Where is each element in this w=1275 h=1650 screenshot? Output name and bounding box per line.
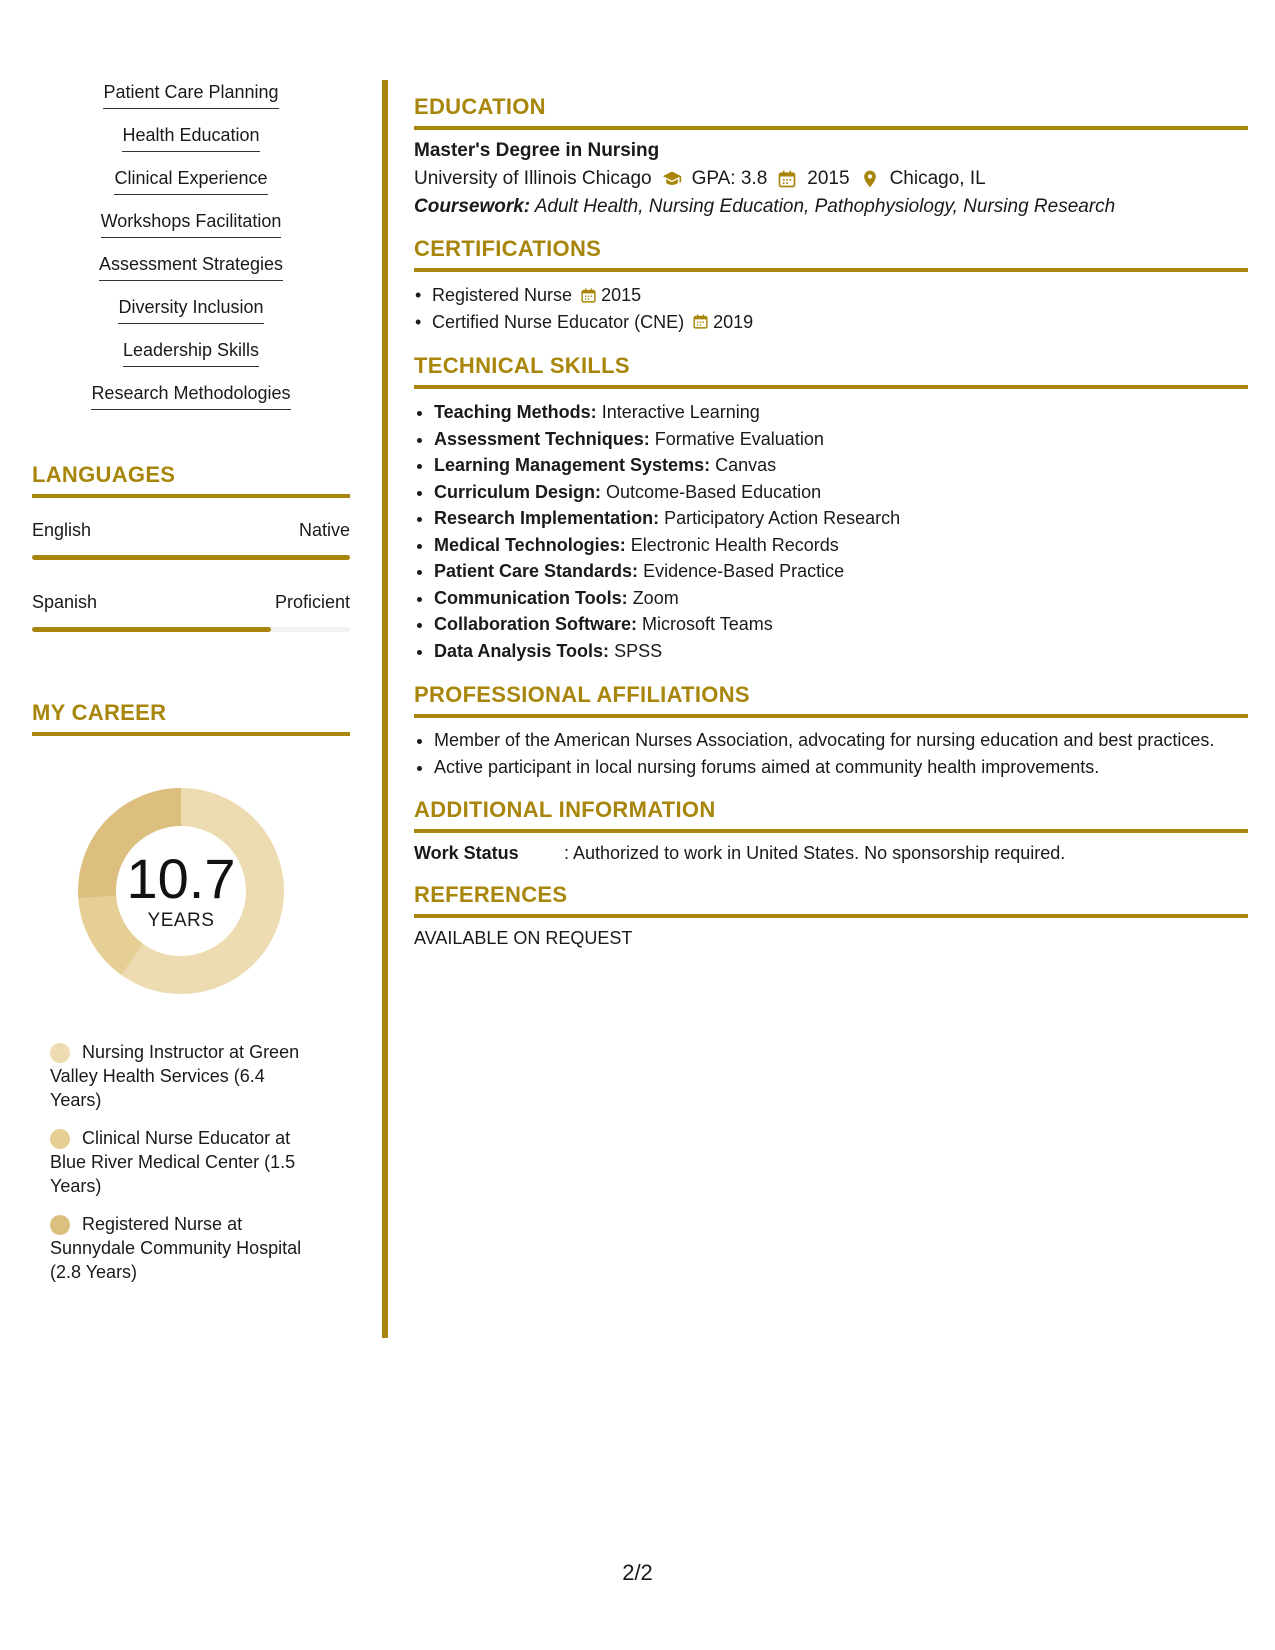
tech-skill-key: Learning Management Systems:: [434, 455, 711, 475]
gpa: GPA: 3.8: [691, 168, 768, 189]
tech-skill-key: Assessment Techniques:: [434, 428, 650, 449]
tech-skill-key: Collaboration Software:: [434, 614, 638, 634]
tech-skill-value: Evidence-Based Practice: [643, 561, 845, 581]
section-rule: [414, 268, 1248, 272]
career-legend-item: [50, 1040, 320, 1112]
tech-skill-key: Research Implementation:: [434, 508, 660, 528]
career-legend-label: Nursing Instructor at Green Valley Health Services (6.4 Years): [50, 1042, 300, 1110]
career-legend-label: Registered Nurse at Sunnydale Community Hospital (2.8 Years): [50, 1214, 302, 1282]
tech-skill-item: [434, 558, 1248, 585]
skill-tag: Patient Care Planning: [103, 80, 278, 109]
affiliation-item: • Member of the American Nurses Association, advocating for nursing education and best practices.: [434, 728, 1248, 752]
section-rule: [32, 494, 350, 498]
work-status-key: Work Status: [414, 843, 519, 863]
references-text: AVAILABLE ON REQUEST: [414, 928, 633, 948]
tech-skill-item: [434, 585, 1248, 612]
school-name: University of Illinois Chicago: [414, 168, 652, 189]
tech-skill-value: Microsoft Teams: [642, 614, 773, 634]
references-section: [414, 882, 1248, 949]
career-unit: YEARS: [147, 910, 215, 931]
tech-skill-value: Zoom: [632, 587, 679, 608]
language-item: [32, 520, 350, 560]
skill-tag: Leadership Skills: [123, 338, 259, 367]
tech-skill-item: [434, 532, 1248, 559]
tech-skill-key: Communication Tools:: [434, 587, 628, 608]
coursework-label: Coursework:: [414, 196, 531, 217]
language-level: Proficient: [274, 592, 350, 612]
section-rule: [414, 829, 1248, 833]
certification-name: • Registered Nurse: [432, 285, 573, 305]
page-number: 2/2: [622, 1560, 653, 1585]
language-bar-fill: [32, 555, 350, 560]
certification-item: [432, 309, 1248, 336]
affiliations-section: [414, 682, 1248, 779]
tech-skill-value: Outcome-Based Education: [606, 481, 822, 502]
coursework-list: Adult Health, Nursing Education, Pathophysiology, Nursing Research: [534, 196, 1116, 217]
tech-skill-item: [434, 399, 1248, 426]
career-donut-chart: [66, 776, 296, 1006]
section-rule: [414, 385, 1248, 389]
tech-skill-key: Medical Technologies:: [434, 534, 626, 555]
certification-year: 2015: [601, 285, 642, 305]
education-details: [414, 168, 1248, 190]
work-status-row: [414, 843, 1248, 864]
skill-tag: Diversity Inclusion: [118, 295, 263, 324]
tech-skill-value: SPSS: [614, 640, 663, 661]
career-title: MY CAREER: [32, 700, 167, 725]
tech-skill-item: [434, 611, 1248, 638]
career-legend-item: [50, 1212, 320, 1284]
language-name: English: [32, 520, 92, 540]
language-bar-fill: [32, 627, 271, 632]
section-rule: [414, 914, 1248, 918]
graduation-cap-icon: [662, 169, 682, 189]
skill-tag: Clinical Experience: [114, 166, 267, 195]
legend-dot: [50, 1043, 70, 1063]
career-legend-item: [50, 1126, 320, 1198]
languages-section: [32, 462, 350, 632]
certification-year: 2019: [713, 311, 754, 332]
location-pin-icon: [860, 169, 880, 189]
calendar-icon: [777, 169, 797, 189]
language-name: Spanish: [32, 592, 98, 612]
certification-name: • Certified Nurse Educator (CNE): [432, 311, 685, 332]
language-level: Native: [298, 520, 350, 540]
references-title: REFERENCES: [414, 882, 568, 907]
section-rule: [414, 126, 1248, 130]
right-column: [414, 94, 1248, 967]
legend-dot: [50, 1129, 70, 1149]
tech-skill-key: Teaching Methods:: [434, 402, 597, 422]
technical-skills-section: [414, 353, 1248, 664]
career-section: [32, 700, 350, 1284]
tech-skill-value: Formative Evaluation: [654, 428, 824, 449]
tech-skill-value: Electronic Health Records: [630, 534, 839, 555]
tech-skill-value: Canvas: [715, 455, 777, 475]
legend-dot: [50, 1215, 70, 1235]
skill-tag: Assessment Strategies: [99, 252, 283, 281]
tech-skill-item: [434, 479, 1248, 506]
tech-skill-key: Data Analysis Tools:: [434, 640, 610, 661]
school-location: Chicago, IL: [889, 168, 986, 189]
tech-skill-item: [434, 505, 1248, 532]
certification-item: [432, 282, 1248, 309]
technical-skills-title: TECHNICAL SKILLS: [414, 353, 630, 378]
affiliation-item: • Active participant in local nursing forums aimed at community health improvements.: [434, 755, 1248, 779]
tech-skill-key: Curriculum Design:: [434, 481, 602, 502]
coursework: [414, 196, 1248, 218]
career-legend: [50, 1040, 320, 1284]
tech-skill-item: [434, 452, 1248, 479]
skill-tag: Health Education: [122, 123, 259, 152]
language-bar: [32, 555, 350, 560]
tech-skill-value: Participatory Action Research: [664, 508, 901, 528]
column-divider: [382, 80, 388, 1338]
skill-tag: Workshops Facilitation: [101, 209, 282, 238]
languages-title: LANGUAGES: [32, 462, 176, 487]
graduation-year: 2015: [807, 168, 850, 189]
left-column: [32, 80, 350, 1298]
calendar-icon: [692, 313, 709, 330]
language-bar: [32, 627, 350, 632]
work-status-value: : Authorized to work in United States. No sponsorship required.: [564, 843, 1066, 863]
tech-skill-value: Interactive Learning: [601, 402, 760, 422]
career-total: 10.7: [126, 847, 236, 910]
tech-skill-key: Patient Care Standards:: [434, 561, 639, 581]
language-item: [32, 592, 350, 632]
tech-skill-item: [434, 638, 1248, 665]
section-rule: [32, 732, 350, 736]
additional-info-section: [414, 797, 1248, 864]
certifications-section: [414, 236, 1248, 335]
tech-skill-item: [434, 426, 1248, 453]
skill-tag: Research Methodologies: [91, 381, 290, 410]
career-legend-label: Clinical Nurse Educator at Blue River Medical Center (1.5 Years): [50, 1128, 296, 1196]
affiliations-title: PROFESSIONAL AFFILIATIONS: [414, 682, 750, 707]
calendar-icon: [580, 287, 597, 304]
degree: Master's Degree in Nursing: [414, 140, 660, 161]
certifications-title: CERTIFICATIONS: [414, 236, 602, 261]
education-section: [414, 94, 1248, 218]
education-title: EDUCATION: [414, 94, 546, 119]
section-rule: [414, 714, 1248, 718]
skills-list: [32, 80, 350, 410]
additional-info-title: ADDITIONAL INFORMATION: [414, 797, 716, 822]
